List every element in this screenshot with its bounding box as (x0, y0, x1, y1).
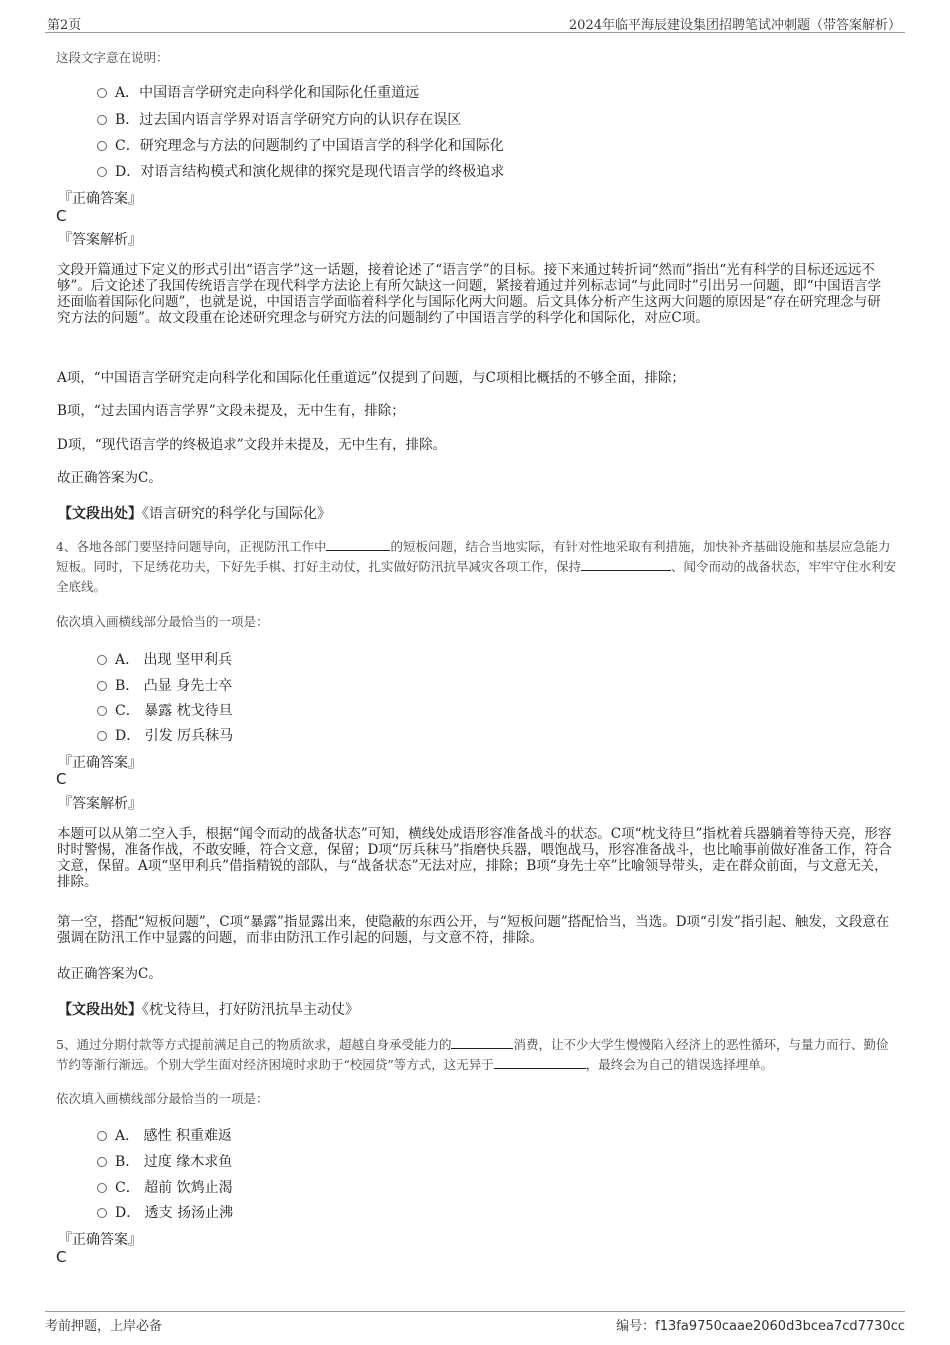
radio-icon[interactable] (97, 88, 107, 98)
q4-source: 【文段出处】《枕戈待旦，打好防汛抗旱主动仗》 (58, 1002, 359, 1018)
q4-analysis-paragraph: 第一空，搭配“短板问题”，C项“暴露”指显露出来，使隐蔽的东西公开，与“短板问题”搭配恰当，当选。D项“引发”指引起、触发，文段意在强调在防汛工作中显露的问题，而非由防汛工作引起的问题，与文意不符，排除。 (57, 914, 890, 946)
q5-answer: C (56, 1248, 67, 1266)
q5-prompt: 依次填入画横线部分最恰当的一项是： (56, 1091, 269, 1106)
q5-option-a[interactable]: A． 感性 积重难返 (97, 1125, 232, 1145)
q3-source: 【文段出处】《语言研究的科学化与国际化》 (58, 506, 331, 522)
q3-option-c[interactable]: C．研究理念与方法的问题制约了中国语言学的科学化和国际化 (97, 135, 504, 155)
q3-analysis-paragraph: B项，“过去国内语言学界”文段未提及，无中生有，排除； (57, 403, 405, 419)
q3-option-a[interactable]: A．中国语言学研究走向科学化和国际化任重道远 (97, 82, 419, 102)
page-header (45, 14, 905, 33)
radio-icon[interactable] (97, 141, 107, 151)
radio-icon[interactable] (97, 167, 107, 177)
q4-answer: C (56, 770, 67, 788)
q3-answer: C (56, 207, 67, 225)
q4-prompt: 依次填入画横线部分最恰当的一项是： (56, 614, 269, 629)
q5-answer-label: 『正确答案』 (58, 1232, 142, 1248)
page-footer (45, 1311, 905, 1338)
q3-intro: 这段文字意在说明： (56, 50, 169, 65)
q3-analysis-label: 『答案解析』 (58, 232, 142, 248)
radio-icon[interactable] (97, 706, 107, 716)
q3-analysis-paragraph: 故正确答案为C。 (57, 470, 162, 486)
document-title: 2024年临平海辰建设集团招聘笔试冲刺题（带答案解析） (568, 18, 901, 33)
q4-question-text: 4、各地各部门要坚持问题导向，正视防汛工作中 的短板问题，结合当地实际，有针对性地采取有利措施，加快补齐基础设施和基层应急能力短板。同时，下足绣花功夫，下好先手棋、打好主动仗，扎实做好防汛抗旱减灾各项工作，保持 、闻令而动的战备状态，牢牢守住水利安全底线。 (56, 539, 897, 594)
q3-analysis-paragraph: D项，“现代语言学的终极追求”文段并未提及，无中生有，排除。 (57, 437, 447, 453)
q4-answer-label: 『正确答案』 (58, 755, 142, 771)
q5-option-c[interactable]: C． 超前 饮鸩止渴 (97, 1177, 233, 1197)
radio-icon[interactable] (97, 731, 107, 741)
blank-line (326, 538, 390, 551)
q4-option-d[interactable]: D． 引发 厉兵秣马 (97, 725, 233, 745)
radio-icon[interactable] (97, 115, 107, 125)
radio-icon[interactable] (97, 655, 107, 665)
q3-option-b[interactable]: B．过去国内语言学界对语言学研究方向的认识存在误区 (97, 109, 461, 129)
q4-analysis-paragraph: 故正确答案为C。 (57, 966, 162, 982)
radio-icon[interactable] (97, 681, 107, 691)
q5-question-text: 5、通过分期付款等方式提前满足自己的物质欲求，超越自身承受能力的 消费，让不少大学生慢慢陷入经济上的恶性循环，与量力而行、勤俭节约等渐行渐远。个别大学生面对经济困境时求助于“校园贷”等方式，这无异于 ，最终会为自己的错误选择埋单。 (56, 1037, 889, 1072)
radio-icon[interactable] (97, 1208, 107, 1218)
q3-analysis-paragraph: 文段开篇通过下定义的形式引出“语言学”这一话题，接着论述了“语言学”的目标。接下来通过转折词“然而”指出“光有科学的目标还远远不够”。后文论述了我国传统语言学在现代科学方法论上有所欠缺这一问题，紧接着通过并列标志词“与此同时”引出另一问题，即“中国语言学还面临着国际化问题”，也就是说，中国语言学面临着科学化与国际化两大问题。后文具体分析产生这两大问题的原因是“存在研究理念与研究方法的问题”。故文段重在论述研究理念与研究方法的问题制约了中国语言学的科学化和国际化，对应C项。 (57, 262, 882, 326)
q4-analysis-label: 『答案解析』 (58, 796, 142, 812)
q4-option-a[interactable]: A． 出现 坚甲利兵 (97, 649, 232, 669)
q5-option-d[interactable]: D． 透支 扬汤止沸 (97, 1202, 233, 1222)
q3-answer-label: 『正确答案』 (58, 191, 142, 207)
blank-line (451, 1036, 513, 1049)
blank-line (494, 1056, 586, 1069)
blank-line (581, 558, 671, 571)
q3-analysis-paragraph: A项，“中国语言学研究走向科学化和国际化任重道远”仅提到了问题，与C项相比概括的不够全面，排除； (57, 370, 685, 386)
radio-icon[interactable] (97, 1157, 107, 1167)
q4-analysis-paragraph: 本题可以从第二空入手，根据“闻令而动的战备状态”可知，横线处成语形容准备战斗的状态。C项“枕戈待旦”指枕着兵器躺着等待天亮，形容时时警惕，准备作战，不敢安睡，符合文意，保留；D项“厉兵秣马”指磨快兵器，喂饱战马，形容准备战斗，也比喻事前做好准备工作，符合文意，保留。A项“坚甲利兵”借指精锐的部队，与“战备状态”无法对应，排除；B项“身先士卒”比喻领导带头，走在群众前面，与文意无关，排除。 (57, 826, 892, 890)
footer-slogan: 考前押题，上岸必备 (45, 1319, 163, 1334)
q4-option-c[interactable]: C． 暴露 枕戈待旦 (97, 700, 233, 720)
q3-option-d[interactable]: D．对语言结构模式和演化规律的探究是现代语言学的终极追求 (97, 161, 504, 181)
document-code: 编号：f13fa9750caae2060d3bcea7cd7730cc (616, 1319, 905, 1334)
page-number: 第2页 (47, 18, 82, 33)
q4-option-b[interactable]: B． 凸显 身先士卒 (97, 675, 232, 695)
q5-option-b[interactable]: B． 过度 缘木求鱼 (97, 1151, 232, 1171)
radio-icon[interactable] (97, 1183, 107, 1193)
radio-icon[interactable] (97, 1131, 107, 1141)
